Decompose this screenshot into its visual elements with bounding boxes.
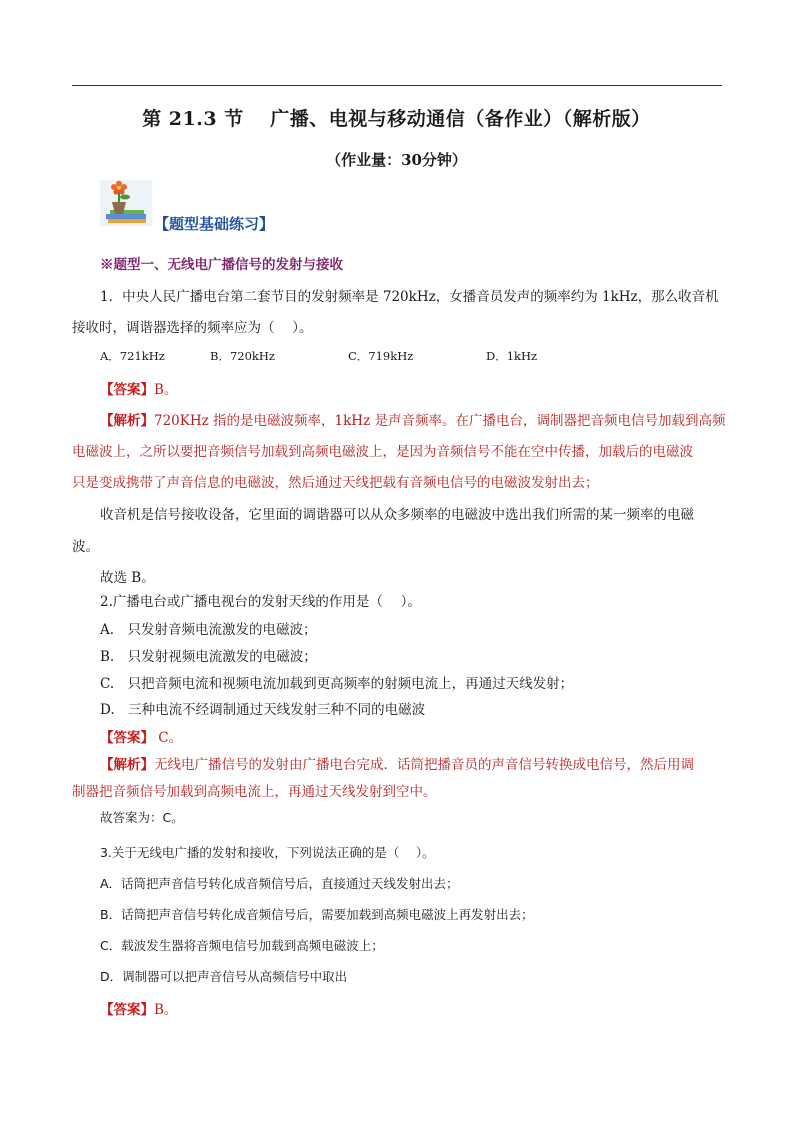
q2-answer-value: C。 (154, 730, 183, 746)
flower-pot-books-icon (100, 180, 152, 226)
q3-option-a: A．话筒把声音信号转化成音频信号后，直接通过天线发射出去； (100, 876, 459, 891)
q1-conclusion: 故选 B。 (100, 570, 155, 586)
q1-analysis-line2: 电磁波上，之所以要把音频信号加载到高频电磁波上，是因为音频信号不能在空中传播，加载后的电磁波 (72, 444, 693, 460)
q3-stem: 3.关于无线电广播的发射和接收，下列说法正确的是（ ）。 (100, 845, 435, 860)
q1-analysis-text1: 720KHz 指的是电磁波频率，1kHz 是声音频率。在广播电台，调制器把音频电信号加载到高频 (154, 413, 726, 429)
q1-answer-label: 【答案】 (100, 382, 154, 398)
q2-answer (100, 726, 182, 746)
q1-option-d: D．1kHz (486, 349, 538, 363)
topic-heading: ※题型一、无线电广播信号的发射与接收 (100, 257, 343, 273)
q1-analysis-label: 【解析】 (100, 413, 154, 429)
header-rule (72, 85, 722, 86)
q2-conclusion: 故答案为：C。 (100, 810, 184, 825)
q3-answer-value: B。 (154, 1002, 178, 1018)
q1-analysis-line1 (100, 409, 725, 429)
q2-analysis-line2: 制器把音频信号加载到高频电流上，再通过天线发射到空中。 (72, 784, 437, 800)
q1-option-a: A．721kHz (100, 349, 165, 363)
q2-option-a: A. 只发射音频电流激发的电磁波； (100, 622, 317, 638)
q1-extra-line2: 波。 (72, 539, 99, 555)
q3-answer-label: 【答案】 (100, 1002, 154, 1018)
q2-analysis-label: 【解析】 (100, 757, 154, 773)
q3-option-b: B．话筒把声音信号转化成音频信号后，需要加载到高频电磁波上再发射出去； (100, 907, 534, 922)
q1-analysis-line3: 只是变成携带了声音信息的电磁波，然后通过天线把载有音频电信号的电磁波发射出去； (72, 475, 599, 491)
q3-option-d: D．调制器可以把声音信号从高频信号中取出 (100, 969, 348, 984)
q3-answer (100, 998, 177, 1018)
q1-answer-value: B。 (154, 382, 178, 398)
q1-option-c: C．719kHz (348, 349, 414, 363)
q3-option-c: C．载波发生器将音频电信号加载到高频电磁波上； (100, 938, 384, 953)
q1-stem-line2: 接收时，调谐器选择的频率应为（ ）。 (72, 320, 313, 336)
q2-option-b: B. 只发射视频电流激发的电磁波； (100, 649, 317, 665)
q2-option-d: D. 三种电流不经调制通过天线发射三种不同的电磁波 (100, 702, 426, 718)
page-title: 第 21.3 节 广播、电视与移动通信（备作业）（解析版） (142, 108, 651, 130)
q2-stem: 2.广播电台或广播电视台的发射天线的作用是（ ）。 (100, 594, 421, 610)
q1-extra-line1: 收音机是信号接收设备，它里面的调谐器可以从众多频率的电磁波中选出我们所需的某一频率的电磁 (100, 507, 694, 523)
q1-answer (100, 378, 177, 398)
q2-analysis-line1 (100, 753, 694, 773)
q2-analysis-text1: 无线电广播信号的发射由广播电台完成．话筒把播音员的声音信号转换成电信号，然后用调 (154, 757, 694, 773)
section-heading: 【题型基础练习】 (154, 215, 275, 233)
q2-answer-label: 【答案】 (100, 730, 154, 746)
q2-option-c: C. 只把音频电流和视频电流加载到更高频率的射频电流上，再通过天线发射； (100, 676, 574, 692)
q1-option-b: B．720kHz (210, 349, 275, 363)
page-subtitle: （作业量：30分钟） (326, 151, 467, 169)
q1-stem-line1: 1．中央人民广播电台第二套节目的发射频率是 720kHz，女播音员发声的频率约为 1kHz，那么收音机 (100, 289, 719, 305)
